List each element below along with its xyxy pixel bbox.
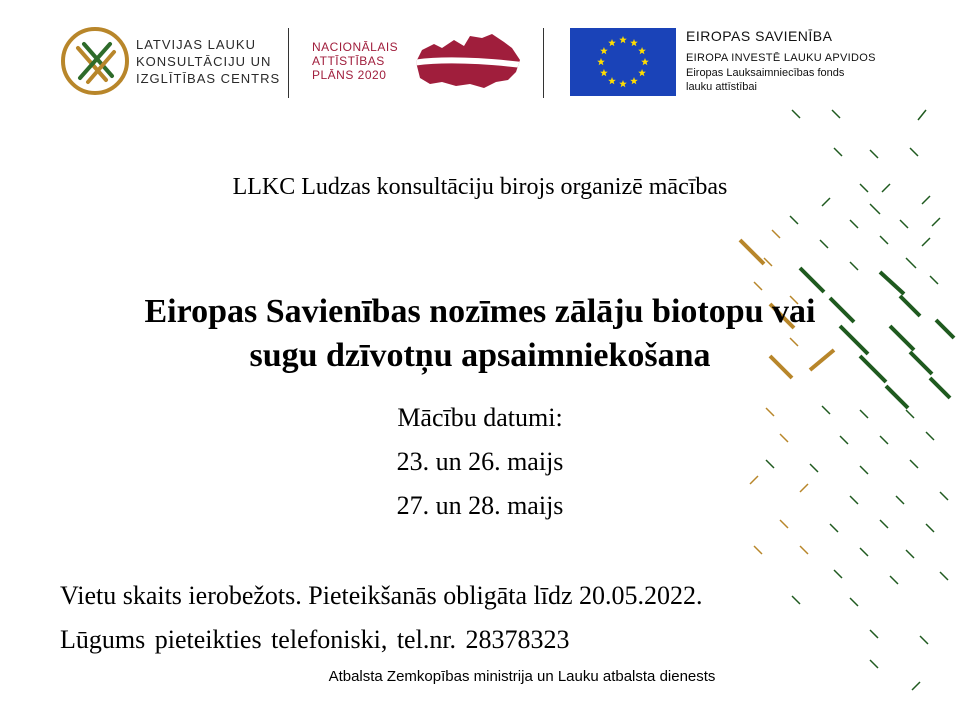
eu-star-icon	[608, 77, 616, 84]
nap-name-line3: PLĀNS 2020	[312, 68, 387, 82]
decorative-dash	[910, 148, 918, 156]
eu-flag	[570, 28, 676, 96]
training-title	[0, 290, 960, 378]
header-divider	[288, 28, 289, 98]
decorative-dash	[834, 570, 842, 578]
decorative-dash	[820, 240, 828, 248]
eu-stars-icon	[570, 28, 676, 96]
decorative-dash	[918, 110, 926, 120]
eu-star-icon	[638, 69, 646, 76]
date-item: 27. un 28. maijs	[396, 491, 564, 520]
support-note: Atbalsta Zemkopības ministrija un Lauku atbalsta dienests	[328, 668, 716, 685]
eu-star-icon	[630, 77, 638, 84]
decorative-dash	[870, 204, 880, 214]
decorative-dash	[860, 548, 868, 556]
eu-subtitle-line3: lauku attīstībai	[686, 81, 757, 93]
decorative-dash	[754, 282, 762, 290]
eu-subtitle-line2: Eiropas Lauksaimniecības fonds	[686, 66, 845, 79]
nap-name-line2: ATTĪSTĪBAS	[312, 54, 385, 68]
eu-star-icon	[597, 58, 605, 65]
llkc-name-line1: LATVIJAS LAUKU	[136, 37, 256, 52]
eu-star-icon	[600, 47, 608, 54]
decorative-dash	[792, 110, 800, 118]
latvia-flag-map-icon	[412, 32, 522, 90]
registration-info: Vietu skaits ierobežots. Pieteikšanās obligāta līdz 20.05.2022.	[60, 581, 703, 610]
nap-name	[312, 40, 398, 82]
decorative-dash	[900, 220, 908, 228]
decorative-dash	[930, 378, 950, 398]
decorative-dash	[940, 572, 948, 580]
decorative-dash	[764, 258, 772, 266]
decorative-dash	[792, 596, 800, 604]
eu-title: EIROPAS SAVIENĪBA	[686, 28, 833, 44]
decorative-dash	[906, 258, 916, 268]
eu-star-icon	[630, 39, 638, 46]
eu-star-icon	[600, 69, 608, 76]
decorative-dash	[832, 110, 840, 118]
llkc-name-line3: IZGLĪTĪBAS CENTRS	[136, 71, 281, 86]
decorative-dash	[880, 236, 888, 244]
decorative-dash	[932, 218, 940, 226]
eu-star-icon	[619, 80, 627, 87]
eu-star-icon	[619, 36, 627, 43]
training-dates	[0, 396, 960, 528]
decorative-dash	[922, 238, 930, 246]
decorative-dash	[754, 546, 762, 554]
decorative-dash	[930, 276, 938, 284]
phone-info: Lūgums pieteikties telefoniski, tel.nr. 28378323	[60, 625, 570, 654]
eu-star-icon	[608, 39, 616, 46]
decorative-dash	[850, 262, 858, 270]
decorative-dash	[850, 220, 858, 228]
decorative-dash	[772, 230, 780, 238]
decorative-dash	[890, 576, 898, 584]
eu-subtitle	[686, 51, 876, 95]
llkc-name-line2: KONSULTĀCIJU UN	[136, 54, 272, 69]
eu-star-icon	[641, 58, 649, 65]
decorative-dash	[790, 216, 798, 224]
llkc-name	[136, 36, 280, 87]
training-title-line2: sugu dzīvotņu apsaimniekošana	[249, 337, 711, 374]
decorative-dash	[870, 630, 878, 638]
eu-star-icon	[638, 47, 646, 54]
decorative-dash	[800, 546, 808, 554]
llkc-logo-icon	[60, 26, 130, 96]
header-divider	[543, 28, 544, 98]
decorative-dash	[870, 150, 878, 158]
decorative-dash	[800, 268, 824, 292]
nap-name-line1: NACIONĀLAIS	[312, 40, 399, 54]
decorative-dash	[870, 660, 878, 668]
decorative-dash	[920, 636, 928, 644]
decorative-dash	[740, 240, 764, 264]
date-item: 23. un 26. maijs	[396, 447, 564, 476]
decorative-dash	[834, 148, 842, 156]
organizer-text: LLKC Ludzas konsultāciju birojs organizē mācības	[232, 174, 728, 200]
decorative-dash	[906, 550, 914, 558]
decorative-dash	[850, 598, 858, 606]
eu-subtitle-line1: EIROPA INVESTĒ LAUKU APVIDOS	[686, 52, 876, 64]
training-title-line1: Eiropas Savienības nozīmes zālāju biotopu vai	[144, 293, 816, 330]
dates-label: Mācību datumi:	[397, 403, 563, 432]
